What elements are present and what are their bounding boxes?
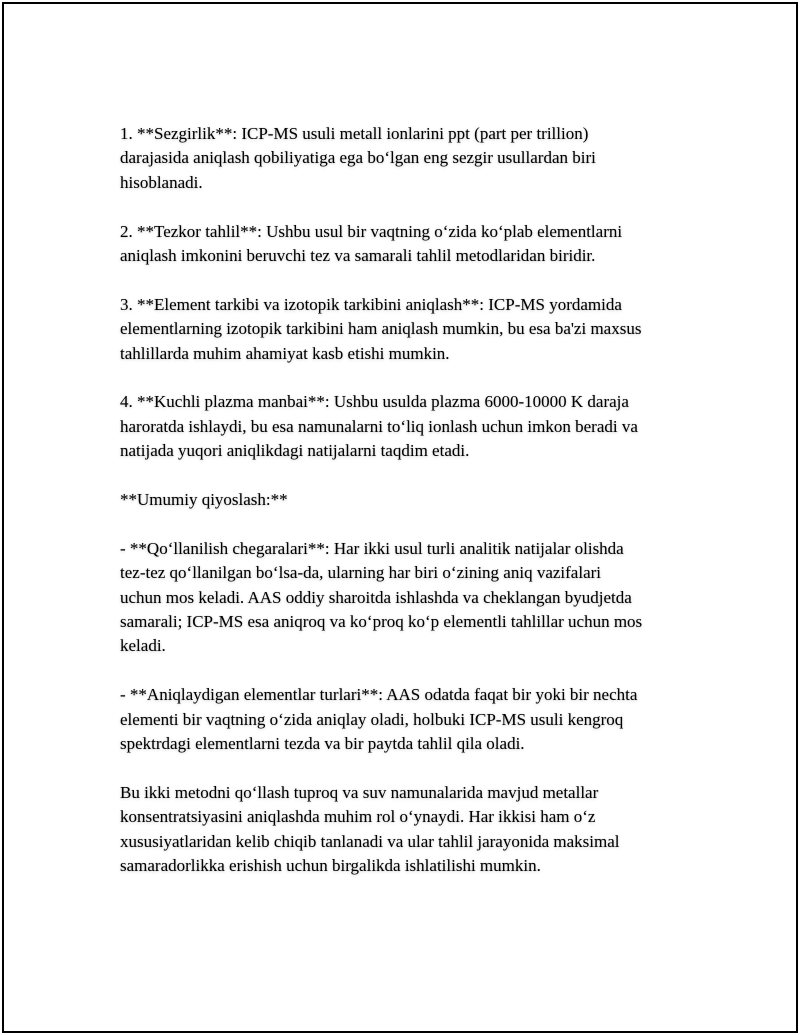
paragraph-application-limits xyxy=(120,537,700,659)
text-line: uchun mos keladi. AAS oddiy sharoitda ishlashda va cheklangan byudjetda xyxy=(120,587,632,607)
text-line: samarali; ICP-MS esa aniqroq va ko‘proq ko‘p elementli tahlillar uchun mos xyxy=(120,612,643,632)
text-line: tahlillarda muhim ahamiyat kasb etishi mumkin. xyxy=(120,343,450,363)
text-line: 3. **Element tarkibi va izotopik tarkibini aniqlash**: ICP-MS yordamida xyxy=(120,294,622,314)
paragraph-plasma-source xyxy=(120,390,700,463)
text-line: aniqlash imkonini beruvchi tez va samarali tahlil metodlaridan biridir. xyxy=(120,246,596,266)
text-line: tez-tez qo‘llanilgan bo‘lsa-da, ularning har biri o‘zining aniq vazifalari xyxy=(120,563,601,583)
text-line: - **Qo‘llanilish chegaralari**: Har ikki usul turli analitik natijalar olishda xyxy=(120,538,624,558)
paragraph-sensitivity xyxy=(120,122,700,195)
text-line: hisoblanadi. xyxy=(120,172,203,192)
text-line: **Umumiy qiyoslash:** xyxy=(120,490,288,510)
section-heading-comparison xyxy=(120,488,700,512)
paragraph-isotopic-composition xyxy=(120,293,700,366)
text-line: haroratda ishlaydi, bu esa namunalarni to‘liq ionlash uchun imkon beradi va xyxy=(120,416,638,436)
text-line: Bu ikki metodni qo‘llash tuproq va suv namunalarida mavjud metallar xyxy=(120,782,599,802)
paragraph-fast-analysis xyxy=(120,220,700,269)
text-line: 1. **Sezgirlik**: ICP-MS usuli metall ionlarini ppt (part per trillion) xyxy=(120,124,589,143)
paragraph-element-types xyxy=(120,683,700,756)
text-line: - **Aniqlaydigan elementlar turlari**: AAS odatda faqat bir yoki bir nechta xyxy=(120,685,638,705)
document-body xyxy=(120,122,700,903)
text-line: samaradorlikka erishish uchun birgalikda ishlatilishi mumkin. xyxy=(120,856,541,876)
text-line: elementi bir vaqtning o‘zida aniqlay oladi, holbuki ICP-MS usuli kengroq xyxy=(120,709,624,729)
text-line: konsentratsiyasini aniqlashda muhim rol o‘ynaydi. Har ikkisi ham o‘z xyxy=(120,807,596,827)
text-line: keladi. xyxy=(120,636,166,656)
paragraph-conclusion xyxy=(120,781,700,879)
page-frame xyxy=(2,2,798,1033)
text-line: natijada yuqori aniqlikdagi natijalarni taqdim etadi. xyxy=(120,441,470,461)
text-line: xususiyatlaridan kelib chiqib tanlanadi va ular tahlil jarayonida maksimal xyxy=(120,831,620,851)
text-line: 2. **Tezkor tahlil**: Ushbu usul bir vaqtning o‘zida ko‘plab elementlarni xyxy=(120,221,623,241)
text-line: elementlarning izotopik tarkibini ham aniqlash mumkin, bu esa ba'zi maxsus xyxy=(120,319,642,339)
text-line: darajasida aniqlash qobiliyatiga ega bo‘lgan eng sezgir usullardan biri xyxy=(120,148,596,168)
text-line: spektrdagi elementlarni tezda va bir paytda tahlil qila oladi. xyxy=(120,734,525,754)
text-line: 4. **Kuchli plazma manbai**: Ushbu usulda plazma 6000-10000 K daraja xyxy=(120,392,629,412)
